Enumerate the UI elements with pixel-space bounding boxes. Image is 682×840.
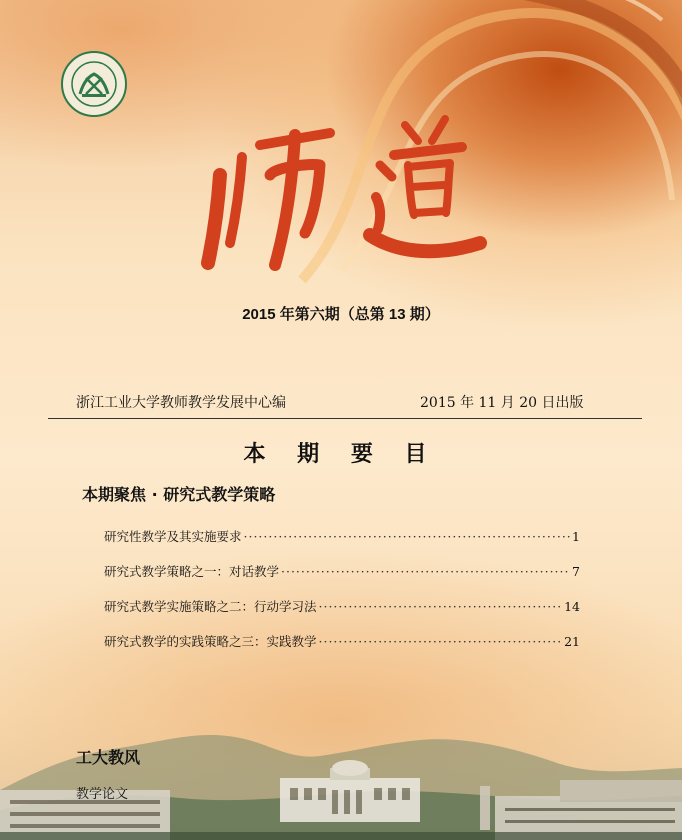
toc-item-page: 7 (572, 564, 580, 579)
focus-section-title: 本期聚焦 · 研究式教学策略 (82, 485, 276, 504)
toc-item-page: 14 (564, 599, 580, 614)
university-seal-icon (60, 50, 128, 118)
toc-item[interactable] (104, 632, 580, 667)
toc-item-title: 研究式教学策略之一：对话教学 (104, 564, 280, 579)
toc-item[interactable] (104, 562, 580, 597)
table-of-contents (104, 527, 580, 667)
toc-item-title: 研究性教学及其实施要求 (104, 529, 242, 544)
section-heading-teaching-style: 工大教风 (76, 748, 141, 767)
calligraphy-title (180, 105, 500, 275)
toc-leader-dots (244, 529, 571, 544)
toc-item-page: 1 (572, 529, 580, 544)
toc-item-title: 研究式教学实施策略之二：行动学习法 (104, 599, 317, 614)
issue-number: 2015 年第六期（总第 13 期） (242, 306, 440, 323)
toc-leader-dots (319, 634, 563, 649)
toc-leader-dots (281, 564, 570, 579)
toc-leader-dots (319, 599, 563, 614)
publish-date: 2015 年 11 月 20 日出版 (420, 395, 584, 411)
toc-item[interactable] (104, 527, 580, 562)
toc-item-title: 研究式教学的实践策略之三：实践教学 (104, 634, 317, 649)
contents-heading: 本 期 要 目 (243, 442, 439, 467)
toc-item-page: 21 (564, 634, 580, 649)
section-heading-teaching-papers: 教学论文 (76, 787, 129, 802)
toc-item[interactable] (104, 597, 580, 632)
campus-panorama-image (0, 700, 682, 840)
editor-credit: 浙江工业大学教师教学发展中心编 (76, 395, 286, 411)
divider-rule (48, 418, 642, 419)
